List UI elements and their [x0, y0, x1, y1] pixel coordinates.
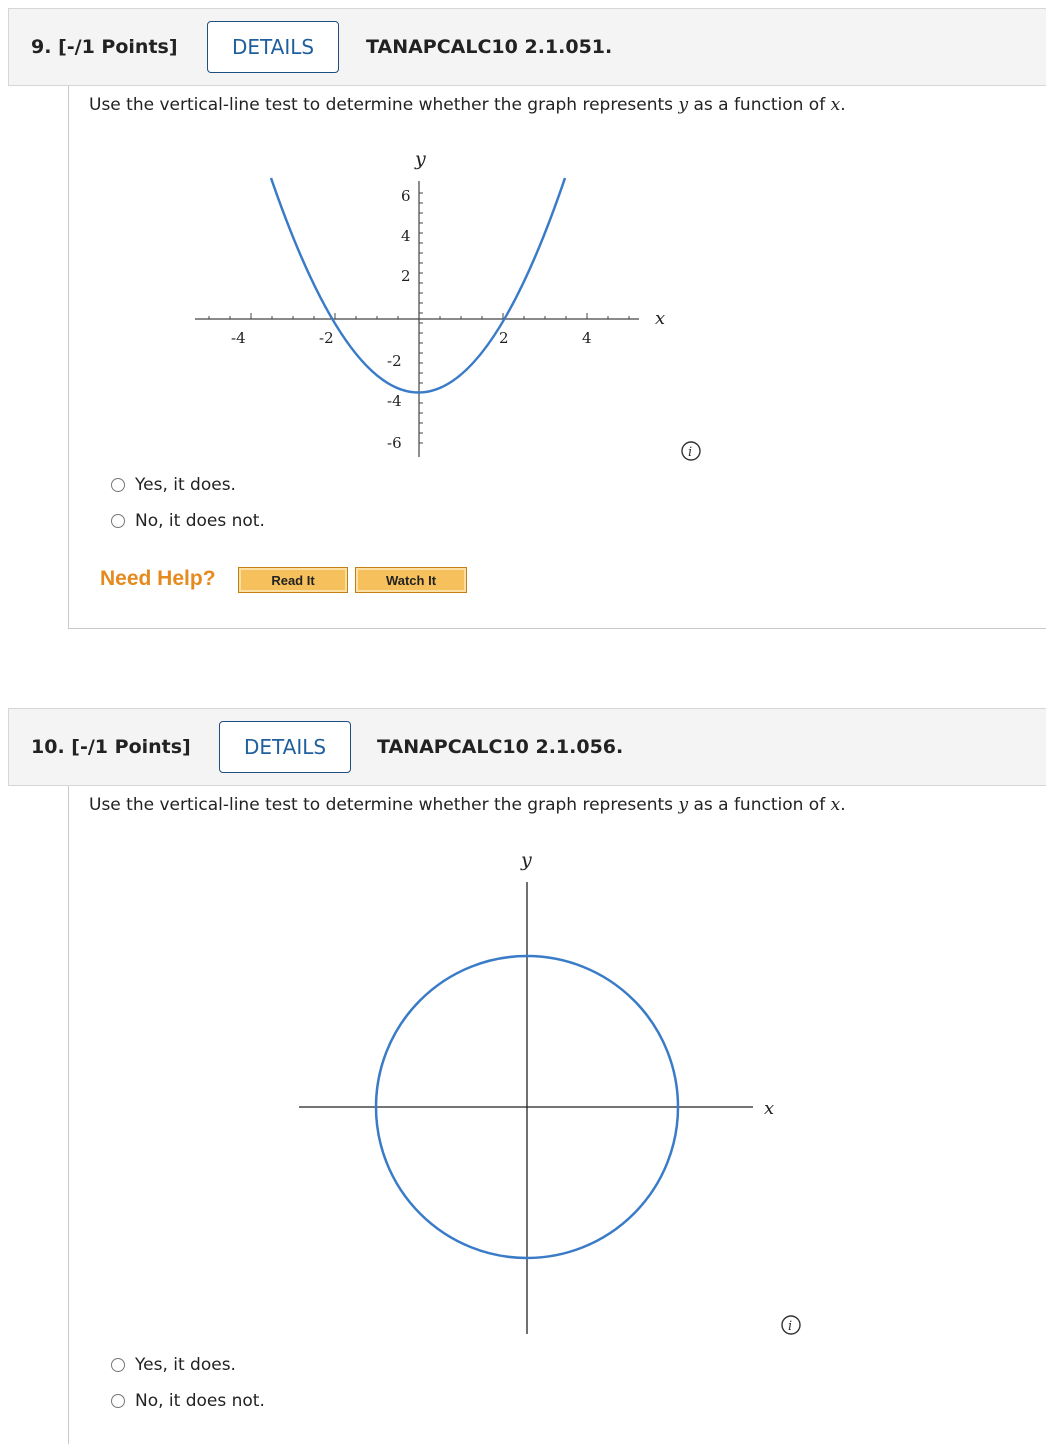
- parabola-graph: [179, 141, 799, 481]
- y-tick-label: 6: [401, 187, 411, 205]
- radio-button[interactable]: [111, 1358, 125, 1372]
- choice-no[interactable]: No, it does not.: [111, 511, 265, 531]
- question-9-header: [8, 8, 1046, 86]
- question-prompt: Use the vertical-line test to determine whether the graph represents y as a function of x.: [89, 95, 846, 115]
- x-axis-label: x: [764, 1098, 775, 1119]
- watch-it-button[interactable]: Watch It: [355, 567, 467, 593]
- y-axis-label: y: [521, 849, 532, 871]
- question-code: TANAPCALC10 2.1.051.: [366, 36, 613, 58]
- radio-button[interactable]: [111, 514, 125, 528]
- svg-text:i: i: [788, 1319, 793, 1334]
- choice-yes[interactable]: Yes, it does.: [111, 1355, 236, 1375]
- radio-button[interactable]: [111, 1394, 125, 1408]
- parabola-curve: [271, 178, 565, 393]
- x-axis-label: x: [655, 308, 666, 329]
- info-icon[interactable]: [680, 440, 702, 462]
- choice-yes[interactable]: Yes, it does.: [111, 475, 236, 495]
- read-it-button[interactable]: Read It: [238, 567, 348, 593]
- info-icon[interactable]: [780, 1314, 802, 1336]
- x-tick-label: -4: [231, 329, 246, 347]
- circle-graph: [299, 846, 819, 1346]
- details-button[interactable]: DETAILS: [207, 21, 339, 73]
- y-tick-label: -6: [387, 434, 402, 452]
- question-number-points: 9. [-/1 Points]: [31, 36, 178, 58]
- y-tick-label: -4: [387, 392, 402, 410]
- x-tick-label: -2: [319, 329, 334, 347]
- question-10-header: [8, 708, 1046, 786]
- x-tick-label: 2: [499, 329, 509, 347]
- choice-no[interactable]: No, it does not.: [111, 1391, 265, 1411]
- question-10-body: [68, 786, 1046, 1444]
- need-help-label: Need Help?: [100, 567, 216, 590]
- y-axis-label: y: [415, 148, 426, 170]
- question-number-points: 10. [-/1 Points]: [31, 736, 191, 758]
- question-9-body: [68, 86, 1046, 629]
- details-button[interactable]: DETAILS: [219, 721, 351, 773]
- radio-button[interactable]: [111, 478, 125, 492]
- x-tick-label: 4: [582, 329, 592, 347]
- question-code: TANAPCALC10 2.1.056.: [377, 736, 624, 758]
- svg-text:i: i: [688, 445, 693, 460]
- question-prompt: Use the vertical-line test to determine whether the graph represents y as a function of x.: [89, 795, 846, 815]
- y-tick-label: 4: [401, 227, 411, 245]
- y-tick-label: 2: [401, 267, 411, 285]
- y-tick-label: -2: [387, 352, 402, 370]
